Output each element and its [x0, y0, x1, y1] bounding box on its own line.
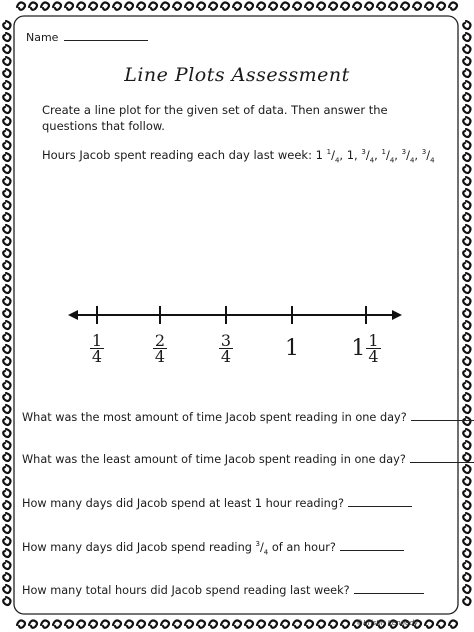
border-curl: [341, 621, 349, 628]
tick-label: $\frac{2}{4}$: [154, 331, 166, 366]
border-curl: [185, 621, 193, 628]
border-curl: [463, 597, 470, 605]
border-curl: [463, 537, 470, 545]
border-curl: [463, 393, 470, 401]
name-field[interactable]: [26, 30, 148, 44]
dataset-value: $^3/_4$,: [401, 148, 422, 165]
border-curl: [463, 249, 470, 257]
border-curl: [197, 3, 205, 10]
border-curl: [3, 45, 10, 53]
border-curl: [463, 477, 470, 485]
border-curl: [3, 501, 10, 509]
border-curl: [305, 3, 313, 10]
border-curl: [89, 3, 97, 10]
border-curl: [463, 105, 470, 113]
border-curl: [281, 3, 289, 10]
border-curl: [3, 465, 10, 473]
border-curl: [89, 621, 97, 628]
border-curl: [463, 213, 470, 221]
border-curl: [293, 3, 301, 10]
border-curl: [245, 621, 253, 628]
dataset-value: $^3/_4$: [421, 148, 435, 165]
border-curl: [463, 165, 470, 173]
border-curl: [463, 585, 470, 593]
border-curl: [101, 621, 109, 628]
border-curl: [377, 3, 385, 10]
border-curl: [197, 621, 205, 628]
border-curl: [3, 477, 10, 485]
border-curl: [3, 537, 10, 545]
dataset-values: [315, 148, 435, 165]
border-curl: [293, 621, 301, 628]
border-curl: [425, 621, 433, 628]
border-curl: [3, 249, 10, 257]
page-title: Line Plots Assessment: [124, 64, 350, 86]
border-curl: [17, 621, 25, 628]
border-curl: [463, 429, 470, 437]
border-curl: [125, 621, 133, 628]
answer-blank[interactable]: [354, 583, 424, 594]
border-curl: [463, 561, 470, 569]
border-curl: [125, 3, 133, 10]
tick-label: $\frac{3}{4}$: [220, 331, 232, 366]
border-curl: [173, 621, 181, 628]
dataset-value: $^3/_4$,: [361, 148, 382, 165]
border-curl: [365, 3, 373, 10]
border-curl: [53, 3, 61, 10]
border-curl: [3, 525, 10, 533]
border-curl: [3, 261, 10, 269]
border-curl: [149, 621, 157, 628]
border-curl: [269, 3, 277, 10]
border-curl: [463, 381, 470, 389]
border-curl: [463, 273, 470, 281]
border-curl: [137, 621, 145, 628]
border-curl: [463, 21, 470, 29]
credit-text: ©Kristin Kennedy: [356, 619, 418, 627]
name-label: Name: [26, 31, 59, 44]
dataset-line: [42, 148, 435, 164]
border-curl: [3, 177, 10, 185]
border-curl: [463, 237, 470, 245]
border-curl: [245, 3, 253, 10]
border-curl: [463, 489, 470, 497]
question: What was the least amount of time Jacob spent reading in one day?: [22, 452, 474, 466]
border-curl: [449, 3, 457, 10]
border-curl: [425, 3, 433, 10]
border-curl: [3, 441, 10, 449]
dataset-prefix: Hours Jacob spent reading each day last week:: [42, 148, 312, 162]
border-curl: [221, 3, 229, 10]
border-curl: [3, 513, 10, 521]
border-curl: [463, 573, 470, 581]
border-curl: [463, 441, 470, 449]
border-curl: [463, 225, 470, 233]
border-curl: [449, 621, 457, 628]
border-curl: [3, 117, 10, 125]
border-curl: [77, 621, 85, 628]
border-curl: [113, 3, 121, 10]
border-curl: [437, 621, 445, 628]
border-curl: [3, 549, 10, 557]
border-curl: [17, 3, 25, 10]
question: How many total hours did Jacob spend reading last week?: [22, 583, 424, 597]
border-curl: [3, 129, 10, 137]
border-curl: [3, 201, 10, 209]
border-curl: [161, 621, 169, 628]
border-curl: [463, 261, 470, 269]
tick-label: 1 $\frac{1}{4}$: [351, 331, 379, 366]
border-curl: [29, 621, 37, 628]
dataset-value: 1,: [346, 148, 362, 162]
border-curl: [3, 153, 10, 161]
border-curl: [3, 105, 10, 113]
border-curl: [463, 45, 470, 53]
border-curl: [269, 621, 277, 628]
left-arrow-icon: [68, 310, 78, 320]
border-curl: [233, 3, 241, 10]
border-curl: [463, 501, 470, 509]
border-curl: [463, 153, 470, 161]
right-arrow-icon: [392, 310, 402, 320]
border-curl: [65, 3, 73, 10]
border-curl: [3, 453, 10, 461]
answer-blank[interactable]: [340, 540, 404, 551]
border-curl: [161, 3, 169, 10]
border-curl: [3, 405, 10, 413]
border-curl: [463, 129, 470, 137]
border-curl: [3, 213, 10, 221]
answer-blank[interactable]: [410, 452, 474, 463]
border-curl: [185, 3, 193, 10]
border-curl: [463, 189, 470, 197]
border-curl: [77, 3, 85, 10]
border-curl: [463, 465, 470, 473]
border-curl: [41, 621, 49, 628]
border-curl: [413, 3, 421, 10]
border-curl: [3, 381, 10, 389]
border-curl: [463, 141, 470, 149]
border-curl: [3, 573, 10, 581]
border-curl: [29, 3, 37, 10]
border-curl: [401, 3, 409, 10]
border-curl: [281, 621, 289, 628]
answer-blank[interactable]: [348, 496, 412, 507]
border-curl: [3, 393, 10, 401]
border-curl: [463, 549, 470, 557]
border-curl: [173, 3, 181, 10]
border-curl: [3, 585, 10, 593]
border-curl: [3, 489, 10, 497]
border-curl: [353, 3, 361, 10]
border-curl: [463, 201, 470, 209]
border-curl: [53, 621, 61, 628]
border-curl: [137, 3, 145, 10]
border-curl: [3, 429, 10, 437]
border-curl: [305, 621, 313, 628]
border-curl: [3, 141, 10, 149]
border-curl: [463, 33, 470, 41]
tick-label: 1: [285, 336, 299, 361]
border-curl: [3, 93, 10, 101]
dataset-value: $^1/_4$,: [381, 148, 402, 165]
border-curl: [257, 621, 265, 628]
border-curl: [3, 417, 10, 425]
border-curl: [3, 273, 10, 281]
question: What was the most amount of time Jacob spent reading in one day?: [22, 410, 474, 424]
border-curl: [65, 621, 73, 628]
name-blank-line[interactable]: [64, 30, 148, 41]
instructions: Create a line plot for the given set of data. Then answer the questions that follow.: [42, 103, 388, 133]
border-curl: [209, 621, 217, 628]
border-curl: [329, 3, 337, 10]
border-curl: [317, 621, 325, 628]
border-curl: [463, 513, 470, 521]
border-curl: [3, 561, 10, 569]
border-curl: [113, 621, 121, 628]
border-curl: [3, 225, 10, 233]
dataset-value: 1 $^1/_4$,: [315, 148, 347, 165]
border-curl: [3, 597, 10, 605]
answer-blank[interactable]: [411, 410, 474, 421]
border-curl: [463, 93, 470, 101]
border-curl: [463, 177, 470, 185]
border-curl: [341, 3, 349, 10]
border-curl: [463, 117, 470, 125]
border-curl: [149, 3, 157, 10]
border-curl: [317, 3, 325, 10]
border-curl: [233, 621, 241, 628]
question: How many days did Jacob spend at least 1 hour reading?: [22, 496, 412, 510]
border-curl: [221, 621, 229, 628]
border-curl: [3, 237, 10, 245]
border-curl: [329, 621, 337, 628]
border-curl: [3, 165, 10, 173]
border-curl: [437, 3, 445, 10]
border-curl: [41, 3, 49, 10]
tick-label: $\frac{1}{4}$: [91, 331, 103, 366]
border-curl: [209, 3, 217, 10]
border-curl: [101, 3, 109, 10]
border-curl: [3, 189, 10, 197]
border-curl: [257, 3, 265, 10]
border-curl: [463, 525, 470, 533]
border-curl: [389, 3, 397, 10]
border-curl: [3, 21, 10, 29]
question: How many days did Jacob spend reading $^3/_4$ of an hour?: [22, 540, 404, 556]
border-curl: [3, 33, 10, 41]
